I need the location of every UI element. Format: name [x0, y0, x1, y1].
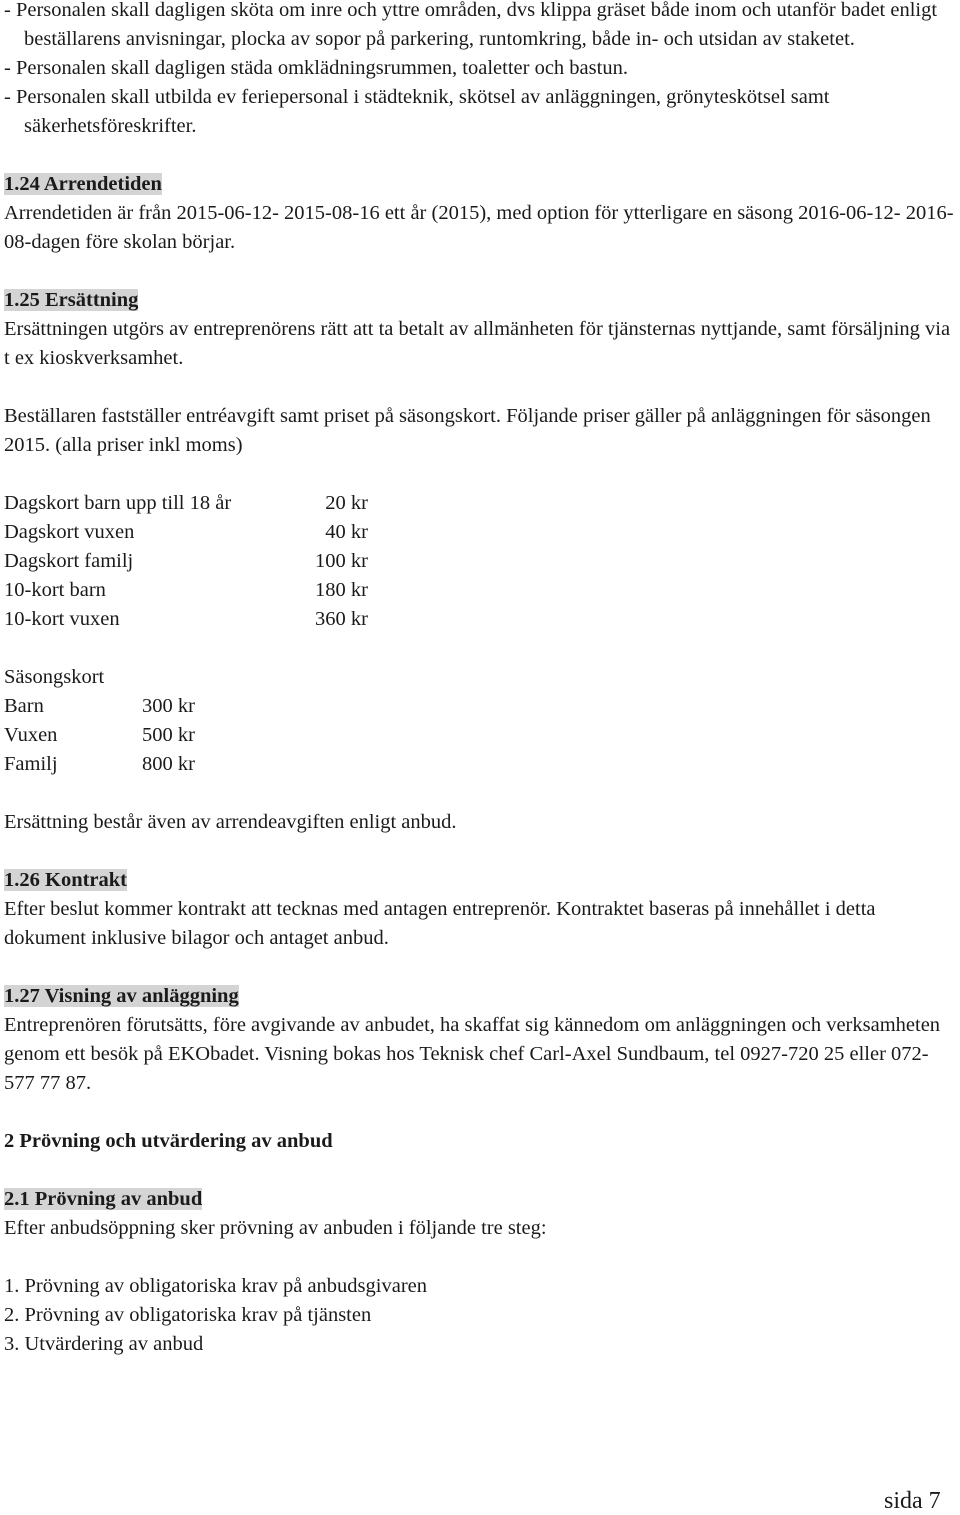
season-value: 300 kr [142, 695, 195, 717]
bullet-training: - Personalen skall utbilda ev feriepersonal i städteknik, skötsel av anläggningen, grönyteskötsel samt säkerhetsföreskrifter. [4, 86, 830, 137]
heading-1-24-title: Arrendetiden [43, 173, 162, 195]
heading-2-1-number: 2.1 [4, 1188, 30, 1210]
price-value: 180 kr [315, 579, 368, 601]
bullet-outdoor-maintenance: - Personalen skall dagligen sköta om inre och yttre områden, dvs klippa gräset både inom och utanför badet enligt beställarens anvisningar, plocka av sopor på parkering, runtomkring, både in- och utsidan av staketet. [4, 0, 938, 50]
heading-1-26-number: 1.26 [4, 869, 40, 891]
paragraph-arrendetiden: Arrendetiden är från 2015-06-12- 2015-08-16 ett år (2015), med option för ytterligare en säsong 2016-06-12- 2016-08-dagen före skolan börjar. [4, 202, 954, 253]
heading-2-1-title: Prövning av anbud [34, 1188, 203, 1210]
document-page [4, 0, 954, 1359]
price-value: 100 kr [315, 550, 368, 572]
page-number: sida 7 [884, 1488, 941, 1514]
heading-2: 2 Prövning och utvärdering av anbud [4, 1130, 333, 1152]
price-name: 10-kort vuxen [4, 608, 120, 630]
price-name: Dagskort familj [4, 550, 134, 572]
price-row [4, 547, 368, 576]
season-name: Vuxen [4, 724, 58, 746]
paragraph-ersattning-2: Beställaren fastställer entréavgift samt priset på säsongskort. Följande priser gäller på anläggningen för säsongen 2015. (alla priser inkl moms) [4, 405, 931, 456]
bullet-cleaning: - Personalen skall dagligen städa omklädningsrummen, toaletter och bastun. [4, 57, 628, 79]
heading-1-27 [4, 982, 954, 1011]
paragraph-ersattning-3: Ersättning består även av arrendeavgiften enligt anbud. [4, 811, 457, 833]
price-value: 360 kr [315, 608, 368, 630]
season-row [4, 721, 195, 750]
heading-1-26-highlight [4, 869, 127, 891]
heading-1-24-number: 1.24 [4, 173, 40, 195]
heading-1-25 [4, 286, 954, 315]
price-row [4, 576, 368, 605]
price-row [4, 518, 368, 547]
price-table [4, 489, 368, 634]
heading-1-25-highlight [4, 289, 138, 311]
price-name: Dagskort vuxen [4, 521, 135, 543]
paragraph-provning: Efter anbudsöppning sker prövning av anbuden i följande tre steg: [4, 1217, 547, 1239]
heading-2-1-highlight [4, 1188, 202, 1210]
list-item: 2. Prövning av obligatoriska krav på tjänsten [4, 1304, 372, 1326]
paragraph-visning: Entreprenören förutsätts, före avgivande av anbudet, ha skaffat sig kännedom om anläggningen och verksamheten genom ett besök på EKObadet. Visning bokas hos Teknisk chef Carl-Axel Sundbaum, tel 0927-720 25 eller 072-577 77 87. [4, 1014, 941, 1094]
paragraph-ersattning-1: Ersättningen utgörs av entreprenörens rätt att ta betalt av allmänheten för tjänsternas nyttjande, samt försäljning via t ex kioskverksamhet. [4, 318, 951, 369]
season-card-title: Säsongskort [4, 666, 105, 688]
price-name: 10-kort barn [4, 579, 106, 601]
price-name: Dagskort barn upp till 18 år [4, 492, 232, 514]
paragraph-kontrakt: Efter beslut kommer kontrakt att tecknas med antagen entreprenör. Kontraktet baseras på innehållet i detta dokument inklusive bilagor och antaget anbud. [4, 898, 876, 949]
heading-1-27-highlight [4, 985, 239, 1007]
heading-1-26-title: Kontrakt [45, 869, 127, 891]
list-item: 3. Utvärdering av anbud [4, 1333, 204, 1355]
price-row [4, 489, 368, 518]
heading-2-1 [4, 1185, 954, 1214]
heading-1-24-highlight [4, 173, 162, 195]
heading-1-24 [4, 170, 954, 199]
price-value: 20 kr [325, 492, 368, 514]
price-value: 40 kr [325, 521, 368, 543]
heading-1-25-title: Ersättning [45, 289, 139, 311]
season-value: 500 kr [142, 724, 195, 746]
heading-1-26 [4, 866, 954, 895]
list-item: 1. Prövning av obligatoriska krav på anbudsgivaren [4, 1275, 428, 1297]
season-name: Familj [4, 753, 58, 775]
heading-1-27-title: Visning av anläggning [44, 985, 239, 1007]
season-name: Barn [4, 695, 44, 717]
season-row [4, 750, 195, 779]
season-price-table [4, 692, 195, 779]
season-row [4, 692, 195, 721]
heading-1-25-number: 1.25 [4, 289, 40, 311]
season-value: 800 kr [142, 753, 195, 775]
heading-1-27-number: 1.27 [4, 985, 40, 1007]
price-row [4, 605, 368, 634]
